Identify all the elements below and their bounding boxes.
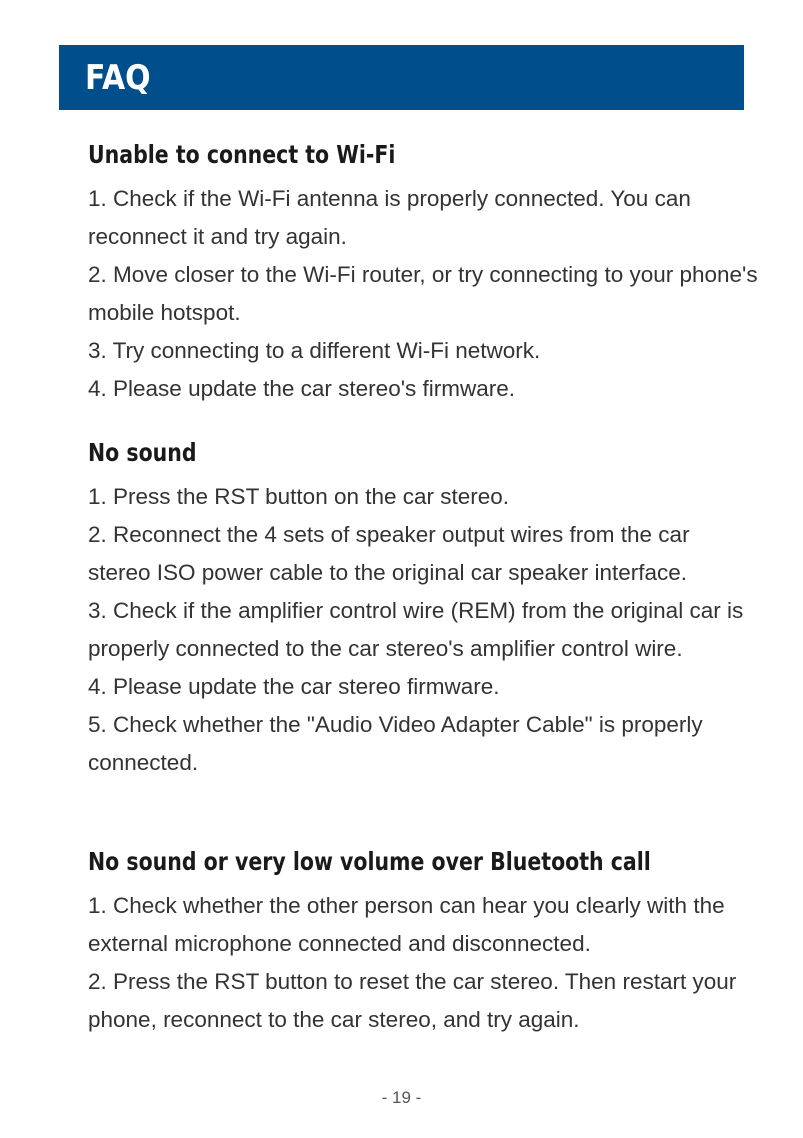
answer-list <box>88 180 758 408</box>
faq-section-wifi <box>88 140 758 408</box>
answer-list <box>88 478 758 782</box>
answer-item: 2. Reconnect the 4 sets of speaker output wires from the car stereo ISO power cable to the original car speaker interface. <box>88 522 690 585</box>
section-title: No sound <box>88 438 197 467</box>
answer-item: 1. Check whether the other person can hear you clearly with the external microphone connected and disconnected. <box>88 893 725 956</box>
faq-header-banner <box>59 45 744 110</box>
answer-item: 1. Check if the Wi-Fi antenna is properly connected. You can reconnect it and try again. <box>88 186 691 249</box>
section-title: Unable to connect to Wi-Fi <box>88 140 396 169</box>
answer-item: 3. Try connecting to a different Wi-Fi network. <box>88 338 541 363</box>
section-title: No sound or very low volume over Bluetooth call <box>88 847 651 876</box>
faq-section-no-sound <box>88 438 758 782</box>
answer-item: 4. Please update the car stereo firmware. <box>88 674 500 699</box>
page-number: - 19 - <box>381 1088 422 1107</box>
answer-list <box>88 887 758 1039</box>
answer-item: 1. Press the RST button on the car stereo. <box>88 484 510 509</box>
faq-section-bluetooth-call <box>88 847 758 1039</box>
answer-item: 3. Check if the amplifier control wire (REM) from the original car is properly connected to the car stereo's amplifier control wire. <box>88 598 744 661</box>
page-title: FAQ <box>85 58 151 98</box>
answer-item: 2. Move closer to the Wi-Fi router, or try connecting to your phone's mobile hotspot. <box>88 262 758 325</box>
answer-item: 5. Check whether the "Audio Video Adapter Cable" is properly connected. <box>88 712 703 775</box>
answer-item: 2. Press the RST button to reset the car stereo. Then restart your phone, reconnect to the car stereo, and try again. <box>88 969 737 1032</box>
answer-item: 4. Please update the car stereo's firmware. <box>88 376 516 401</box>
